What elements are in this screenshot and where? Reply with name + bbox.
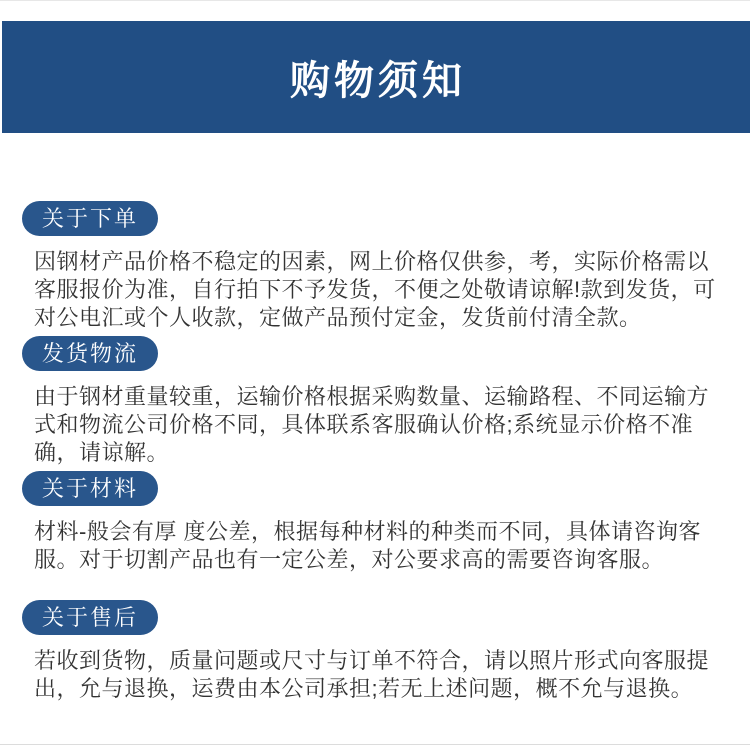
- section-aftersales-body: 若收到货物，质量问题或尺寸与订单不符合，请以照片形式向客服提出，允与退换，运费由本公司承担;若无上述问题，概不允与退换。: [34, 648, 710, 701]
- section-shipping-body: 由于钢材重量较重，运输价格根据采购数量、运输路程、不同运输方式和物流公司价格不同，具体联系客服确认价格;系统显示价格不准确，请谅解。: [34, 384, 710, 465]
- notice-content: [0, 201, 750, 703]
- page-title: 购物须知: [290, 58, 466, 103]
- section-materials: [22, 471, 724, 574]
- section-aftersales: [22, 600, 724, 703]
- section-materials-body: 材料-般会有厚 度公差，根据每种材料的种类而不同，具体请咨询客服。对于切割产品也有一定公差，对公要求高的需要咨询客服。: [34, 519, 701, 572]
- section-ordering-body: 因钢材产品价格不稳定的因素，网上价格仅供参，考，实际价格需以客服报价为准，自行拍下不予发货，不便之处敬请谅解!款到发货，可对公电汇或个人收款，定做产品预付定金，发货前付清全款。: [34, 249, 716, 330]
- top-divider-line: [0, 0, 750, 1]
- bottom-divider-line: [0, 744, 750, 745]
- section-shipping: [22, 336, 724, 467]
- section-ordering: [22, 201, 724, 332]
- section-materials-badge: 关于材料: [22, 471, 158, 506]
- section-aftersales-badge: 关于售后: [22, 600, 158, 635]
- section-shipping-badge: 发货物流: [22, 336, 158, 371]
- notice-banner: [2, 21, 750, 133]
- section-ordering-badge: 关于下单: [22, 201, 158, 236]
